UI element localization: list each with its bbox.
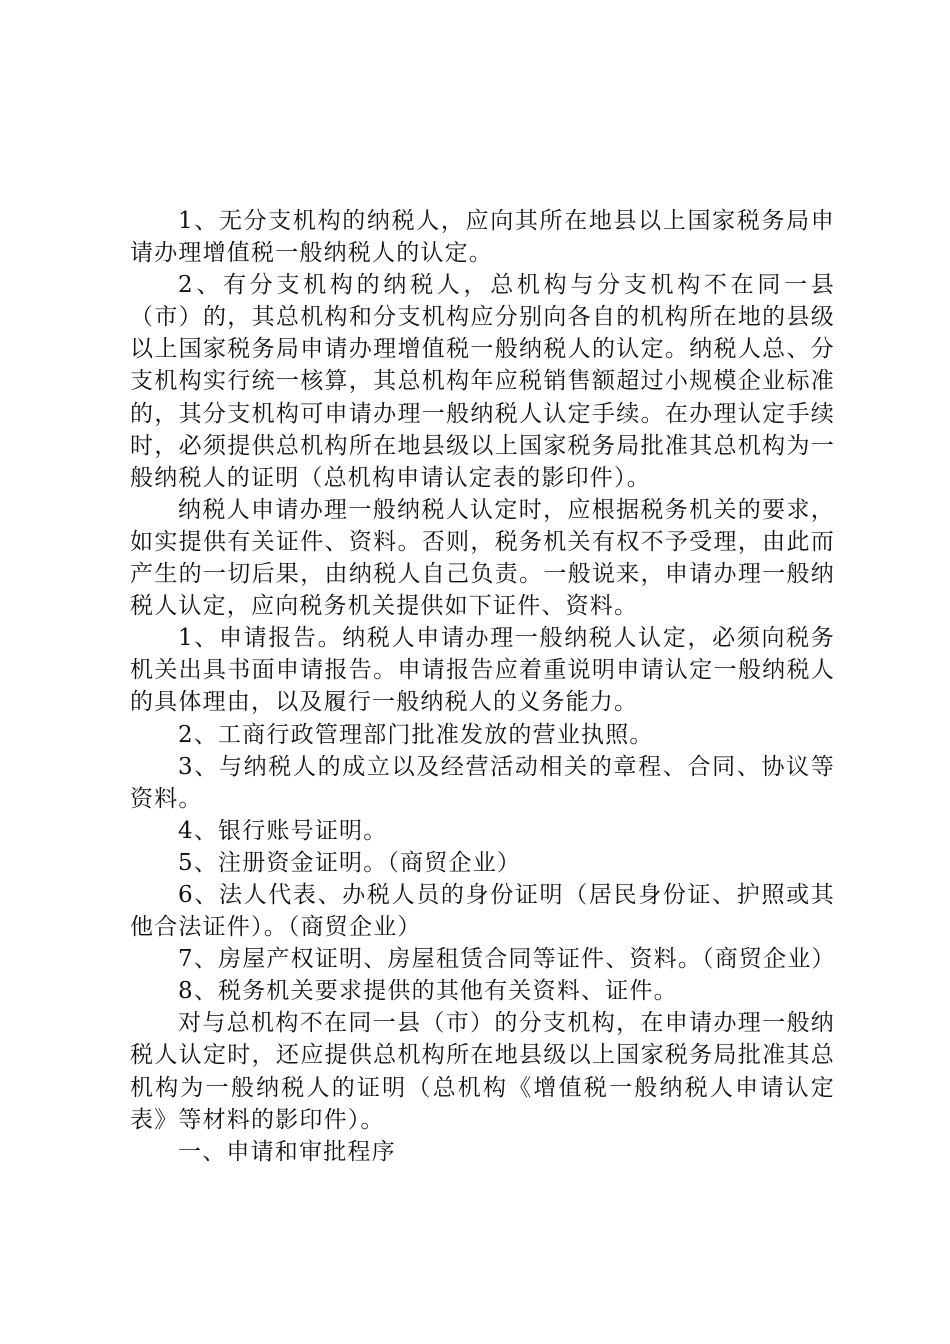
list-item-bank-account: 4、银行账号证明。: [178, 817, 388, 844]
paragraph-with-branch: 2、有分支机构的纳税人，总机构与分支机构不在同一县（市）的，其总机构和分支机构应分别向各自的机构所在地的县级以上国家税务局申请办理增值税一般纳税人的认定。纳税人总、分支机构实行统一核算，其总机构年应税销售额超过小规模企业标准的，其分支机构可申请办理一般纳税人认定手续。在办理认定手续时，必须提供总机构所在地县级以上国家税务局批准其总机构为一般纳税人的证明（总机构申请认定表的影印件）。: [130, 272, 835, 491]
list-item-other-materials: 8、税务机关要求提供的其他有关资料、证件。: [178, 978, 678, 1005]
list-item-application-report: 1、申请报告。纳税人申请办理一般纳税人认定，必须向税务机关出具书面申请报告。申请报告应着重说明申请认定一般纳税人的具体理由，以及履行一般纳税人的义务能力。: [130, 625, 835, 716]
section-heading-procedure: 一、申请和审批程序: [178, 1138, 396, 1165]
list-item-identity-proof: 6、法人代表、办税人员的身份证明（居民身份证、护照或其他合法证件）。（商贸企业）: [130, 881, 835, 941]
list-item-articles-contracts: 3、与纳税人的成立以及经营活动相关的章程、合同、协议等资料。: [130, 753, 835, 812]
list-item-registered-capital: 5、注册资金证明。（商贸企业）: [178, 849, 522, 876]
paragraph-branch-additional: 对与总机构不在同一县（市）的分支机构，在申请办理一般纳税人认定时，还应提供总机构所在地县级以上国家税务局批准其总机构为一般纳税人的证明（总机构《增值税一般纳税人申请认定表》等材料的影印件）。: [130, 1010, 835, 1133]
document-body: [130, 205, 835, 1168]
list-item-business-license: 2、工商行政管理部门批准发放的营业执照。: [178, 721, 654, 748]
paragraph-required-documents-intro: 纳税人申请办理一般纳税人认定时，应根据税务机关的要求，如实提供有关证件、资料。否则，税务机关有权不予受理，由此而产生的一切后果，由纳税人自己负责。一般说来，申请办理一般纳税人认定，应向税务机关提供如下证件、资料。: [130, 496, 835, 620]
paragraph-no-branch: 1、无分支机构的纳税人，应向其所在地县以上国家税务局申请办理增值税一般纳税人的认定。: [130, 208, 835, 267]
list-item-property-proof: 7、房屋产权证明、房屋租赁合同等证件、资料。（商贸企业）: [178, 946, 836, 973]
